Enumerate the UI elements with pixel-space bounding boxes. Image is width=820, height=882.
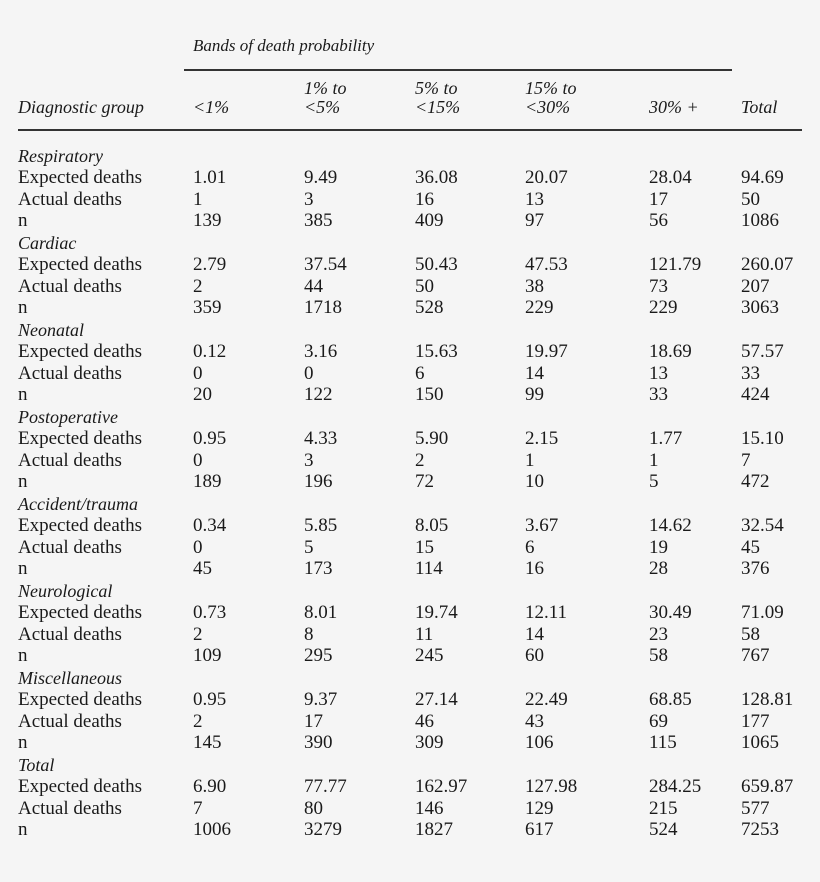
row-label: Expected deaths	[18, 340, 142, 362]
group-header-row	[0, 145, 820, 167]
table-cell: 376	[741, 558, 770, 580]
table-cell: 6	[415, 362, 425, 384]
table-row	[0, 798, 820, 820]
table-cell: 659.87	[741, 775, 794, 797]
table-cell: 9.49	[304, 166, 338, 188]
row-label: Actual deaths	[18, 275, 122, 297]
table-cell: 17	[304, 710, 323, 732]
group-label: Neurological	[18, 581, 113, 601]
col-header-5to15-line2: <15%	[415, 97, 461, 117]
table-cell: 14.62	[649, 514, 692, 536]
table-cell: 145	[193, 732, 222, 754]
table-cell: 13	[649, 362, 668, 384]
table-cell: 19	[649, 536, 668, 558]
table-cell: 20	[193, 384, 212, 406]
row-label: Actual deaths	[18, 710, 122, 732]
table-cell: 99	[525, 384, 544, 406]
table-cell: 528	[415, 297, 444, 319]
table-cell: 3.16	[304, 340, 338, 362]
row-label: Actual deaths	[18, 449, 122, 471]
band-header: Bands of death probability	[193, 36, 375, 55]
table-cell: 14	[525, 362, 544, 384]
table-cell: 128.81	[741, 688, 794, 710]
table-cell: 2.15	[525, 427, 559, 449]
table-cell: 146	[415, 797, 444, 819]
table-cell: 1718	[304, 297, 342, 319]
table-cell: 36.08	[415, 166, 458, 188]
table-cell: 77.77	[304, 775, 347, 797]
table-row	[0, 210, 820, 232]
table-cell: 2.79	[193, 253, 227, 275]
col-header-total: Total	[741, 97, 778, 117]
table-cell: 28.04	[649, 166, 692, 188]
table-cell: 18.69	[649, 340, 692, 362]
table-cell: 11	[415, 623, 434, 645]
group-header-row	[0, 406, 820, 428]
table-cell: 58	[649, 645, 668, 667]
row-label: Actual deaths	[18, 188, 122, 210]
group-header-row	[0, 580, 820, 602]
table-row	[0, 471, 820, 493]
table-cell: 46	[415, 710, 434, 732]
table-cell: 80	[304, 797, 323, 819]
table-cell: 1.01	[193, 166, 227, 188]
table-row	[0, 363, 820, 385]
table-cell: 3.67	[525, 514, 559, 536]
table-cell: 22.49	[525, 688, 568, 710]
row-label: n	[18, 384, 28, 406]
row-label: Expected deaths	[18, 601, 142, 623]
row-label: n	[18, 819, 28, 841]
group-header-row	[0, 667, 820, 689]
row-label: n	[18, 645, 28, 667]
table-cell: 6	[525, 536, 535, 558]
table-cell: 10	[525, 471, 544, 493]
table-cell: 8.05	[415, 514, 449, 536]
table-cell: 524	[649, 819, 678, 841]
table-cell: 12.11	[525, 601, 568, 623]
group-label: Neonatal	[18, 320, 84, 340]
table-cell: 15	[415, 536, 434, 558]
table-cell: 43	[525, 710, 544, 732]
table-cell: 97	[525, 210, 544, 232]
table-cell: 109	[193, 645, 222, 667]
table-cell: 16	[415, 188, 434, 210]
table-cell: 309	[415, 732, 444, 754]
table-cell: 0.95	[193, 427, 227, 449]
table-cell: 5	[304, 536, 314, 558]
table-cell: 390	[304, 732, 333, 754]
table-cell: 1006	[193, 819, 231, 841]
table-cell: 2	[415, 449, 425, 471]
table-cell: 19.97	[525, 340, 568, 362]
table-cell: 17	[649, 188, 668, 210]
group-label: Accident/trauma	[18, 494, 138, 514]
col-header-5to15-line1: 5% to	[415, 78, 458, 98]
table-cell: 3	[304, 449, 314, 471]
table-row	[0, 450, 820, 472]
table-row	[0, 558, 820, 580]
table-cell: 295	[304, 645, 333, 667]
table-row	[0, 384, 820, 406]
table-cell: 72	[415, 471, 434, 493]
header-rule	[18, 129, 802, 131]
table-cell: 50.43	[415, 253, 458, 275]
row-label: Actual deaths	[18, 536, 122, 558]
table-cell: 45	[193, 558, 212, 580]
table-cell: 115	[649, 732, 677, 754]
table-cell: 106	[525, 732, 554, 754]
col-header-1to5-line2: <5%	[304, 97, 341, 117]
table-cell: 71.09	[741, 601, 784, 623]
table-cell: 23	[649, 623, 668, 645]
table-cell: 121.79	[649, 253, 702, 275]
table-cell: 162.97	[415, 775, 468, 797]
table-row	[0, 341, 820, 363]
table-cell: 3	[304, 188, 314, 210]
table-cell: 13	[525, 188, 544, 210]
table-cell: 177	[741, 710, 770, 732]
col-header-diagnostic-group: Diagnostic group	[18, 97, 144, 117]
table-cell: 9.37	[304, 688, 338, 710]
table-cell: 7	[193, 797, 203, 819]
row-label: Actual deaths	[18, 797, 122, 819]
group-header-row	[0, 493, 820, 515]
table-cell: 1086	[741, 210, 779, 232]
table-cell: 37.54	[304, 253, 347, 275]
table-row	[0, 624, 820, 646]
table-cell: 0.12	[193, 340, 227, 362]
table-cell: 4.33	[304, 427, 338, 449]
table-cell: 50	[741, 188, 760, 210]
table-cell: 0	[304, 362, 314, 384]
table-row	[0, 515, 820, 537]
table-row	[0, 189, 820, 211]
table-row	[0, 732, 820, 754]
table-cell: 1065	[741, 732, 779, 754]
table-cell: 2	[193, 275, 203, 297]
table-cell: 20.07	[525, 166, 568, 188]
table-cell: 0.95	[193, 688, 227, 710]
table-cell: 50	[415, 275, 434, 297]
table-cell: 15.10	[741, 427, 784, 449]
table-cell: 0.34	[193, 514, 227, 536]
table-cell: 1	[193, 188, 203, 210]
table-cell: 7253	[741, 819, 779, 841]
table-cell: 14	[525, 623, 544, 645]
table-row	[0, 689, 820, 711]
group-label: Total	[18, 755, 55, 775]
table-cell: 196	[304, 471, 333, 493]
table-row	[0, 167, 820, 189]
table-cell: 424	[741, 384, 770, 406]
table-cell: 229	[649, 297, 678, 319]
col-header-1to5-line1: 1% to	[304, 78, 347, 98]
table-cell: 5.90	[415, 427, 449, 449]
table-cell: 15.63	[415, 340, 458, 362]
table-cell: 3063	[741, 297, 779, 319]
table-cell: 1	[525, 449, 535, 471]
table-cell: 45	[741, 536, 760, 558]
table-cell: 30.49	[649, 601, 692, 623]
table-cell: 69	[649, 710, 668, 732]
row-label: n	[18, 471, 28, 493]
table-cell: 8.01	[304, 601, 338, 623]
table-cell: 260.07	[741, 253, 794, 275]
table-cell: 173	[304, 558, 333, 580]
table-cell: 127.98	[525, 775, 578, 797]
row-label: Expected deaths	[18, 166, 142, 188]
table-cell: 1827	[415, 819, 453, 841]
table-row	[0, 428, 820, 450]
group-header-row	[0, 319, 820, 341]
table-cell: 284.25	[649, 775, 702, 797]
col-header-30plus: 30% +	[649, 97, 699, 117]
table-cell: 139	[193, 210, 222, 232]
col-header-lt1: <1%	[193, 97, 230, 117]
table-cell: 2	[193, 623, 203, 645]
col-header-15to30-line2: <30%	[525, 97, 571, 117]
table-cell: 32.54	[741, 514, 784, 536]
table-cell: 0	[193, 362, 203, 384]
table-cell: 245	[415, 645, 444, 667]
table-cell: 16	[525, 558, 544, 580]
table-cell: 28	[649, 558, 668, 580]
row-label: Actual deaths	[18, 362, 122, 384]
group-label: Miscellaneous	[18, 668, 122, 688]
row-label: Expected deaths	[18, 514, 142, 536]
table-row	[0, 276, 820, 298]
table-cell: 150	[415, 384, 444, 406]
table-row	[0, 819, 820, 841]
row-label: Expected deaths	[18, 688, 142, 710]
table-cell: 56	[649, 210, 668, 232]
table-cell: 60	[525, 645, 544, 667]
table-cell: 0.73	[193, 601, 227, 623]
row-label: n	[18, 297, 28, 319]
row-label: n	[18, 210, 28, 232]
table-cell: 68.85	[649, 688, 692, 710]
table-cell: 8	[304, 623, 314, 645]
table-cell: 189	[193, 471, 222, 493]
group-label: Postoperative	[18, 407, 118, 427]
table-cell: 1	[649, 449, 659, 471]
table-cell: 27.14	[415, 688, 458, 710]
table-cell: 409	[415, 210, 444, 232]
table-cell: 767	[741, 645, 770, 667]
table-cell: 472	[741, 471, 770, 493]
table-cell: 385	[304, 210, 333, 232]
table-cell: 0	[193, 536, 203, 558]
table-cell: 44	[304, 275, 323, 297]
table-cell: 114	[415, 558, 443, 580]
table-cell: 229	[525, 297, 554, 319]
group-label: Respiratory	[18, 146, 103, 166]
table-row	[0, 776, 820, 798]
table-cell: 57.57	[741, 340, 784, 362]
row-label: Expected deaths	[18, 427, 142, 449]
table-cell: 129	[525, 797, 554, 819]
col-header-15to30-line1: 15% to	[525, 78, 577, 98]
table-cell: 617	[525, 819, 554, 841]
table-cell: 5	[649, 471, 659, 493]
table-cell: 58	[741, 623, 760, 645]
row-label: Actual deaths	[18, 623, 122, 645]
table-cell: 359	[193, 297, 222, 319]
table-cell: 122	[304, 384, 333, 406]
table-cell: 215	[649, 797, 678, 819]
table-cell: 7	[741, 449, 751, 471]
row-label: Expected deaths	[18, 253, 142, 275]
table-cell: 33	[649, 384, 668, 406]
table-cell: 0	[193, 449, 203, 471]
table-row	[0, 711, 820, 733]
table-cell: 2	[193, 710, 203, 732]
table-cell: 33	[741, 362, 760, 384]
table-cell: 3279	[304, 819, 342, 841]
table-row	[0, 645, 820, 667]
row-label: n	[18, 558, 28, 580]
table-cell: 19.74	[415, 601, 458, 623]
table-cell: 1.77	[649, 427, 683, 449]
table-row	[0, 602, 820, 624]
table-cell: 38	[525, 275, 544, 297]
table-cell: 207	[741, 275, 770, 297]
table-cell: 5.85	[304, 514, 338, 536]
band-divider	[184, 69, 732, 71]
table-row	[0, 254, 820, 276]
table-cell: 6.90	[193, 775, 227, 797]
row-label: Expected deaths	[18, 775, 142, 797]
table-cell: 94.69	[741, 166, 784, 188]
group-label: Cardiac	[18, 233, 77, 253]
table-row	[0, 297, 820, 319]
table-cell: 47.53	[525, 253, 568, 275]
table-cell: 73	[649, 275, 668, 297]
row-label: n	[18, 732, 28, 754]
table-row	[0, 537, 820, 559]
group-header-row	[0, 232, 820, 254]
group-header-row	[0, 754, 820, 776]
table-cell: 577	[741, 797, 770, 819]
